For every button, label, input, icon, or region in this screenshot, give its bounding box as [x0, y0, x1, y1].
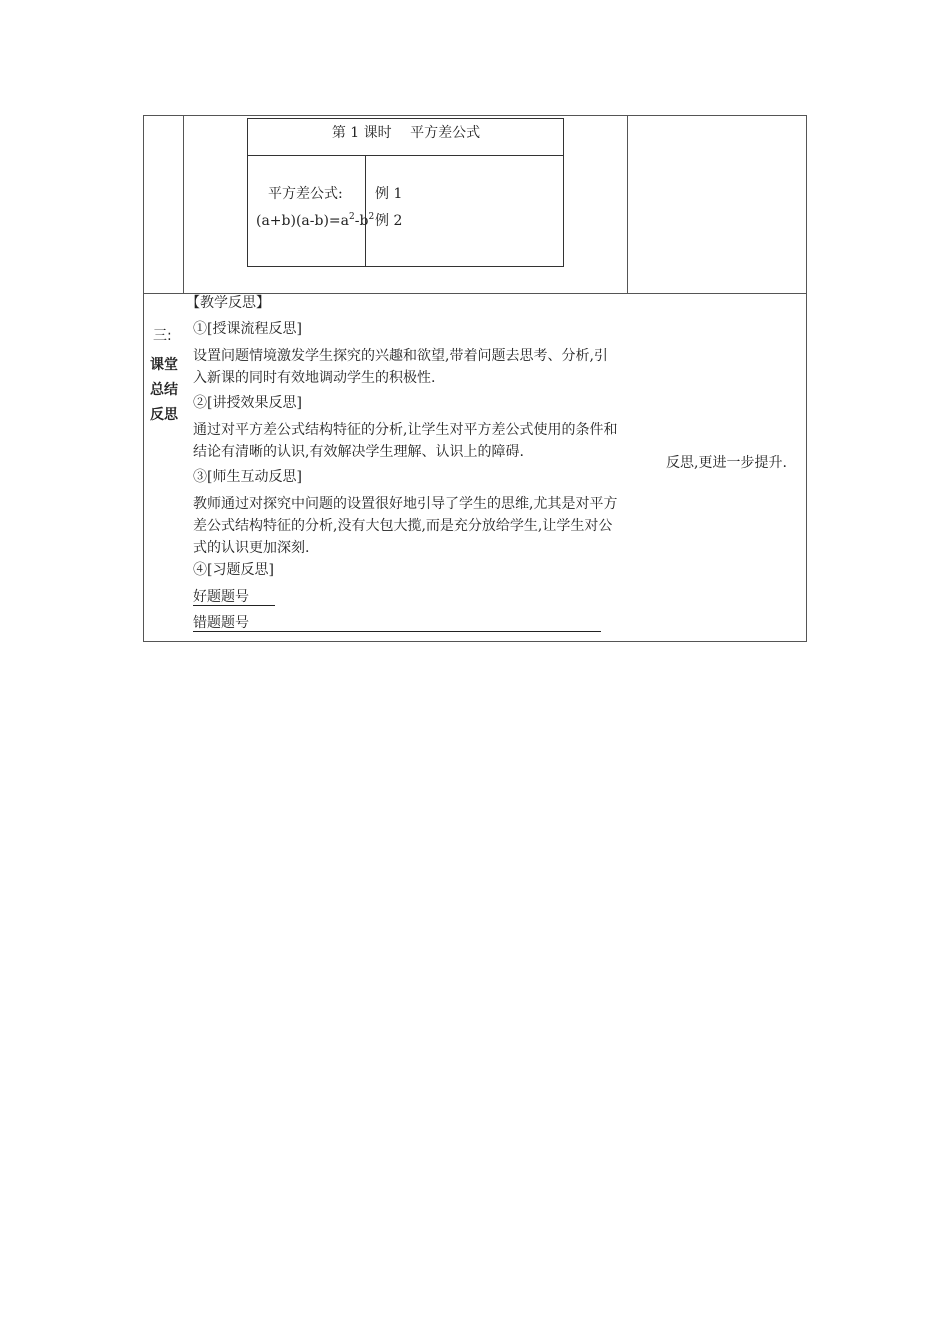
formula-exponent-b: 2	[368, 212, 375, 222]
formula-lhs: (a+b)(a-b)=a	[256, 213, 350, 229]
item4-title: ④[习题反思]	[193, 562, 274, 578]
outer-border-bottom	[143, 641, 807, 642]
section-name-line2: 总结	[150, 382, 178, 398]
row-divider	[143, 293, 807, 294]
bad-exercises-label: 错题题号	[193, 615, 249, 631]
item1-title: ①[授课流程反思]	[193, 321, 302, 337]
board-title-divider	[248, 155, 563, 156]
item3-title: ③[师生互动反思]	[193, 469, 302, 485]
good-exercises-label: 好题题号	[193, 589, 249, 605]
outer-border-top	[143, 115, 807, 116]
item1-body: 设置问题情境激发学生探究的兴趣和欲望,带着问题去思考、分析,引入新课的同时有效地调动学生的积极性.	[193, 348, 608, 386]
good-exercises-underline	[193, 605, 275, 606]
outer-border-right	[806, 115, 807, 642]
board-column-divider	[365, 155, 366, 266]
outer-border-left	[143, 115, 144, 642]
column-divider-right	[627, 115, 628, 294]
item2-title: ②[讲授效果反思]	[193, 395, 302, 411]
section-prefix: 三:	[153, 328, 172, 344]
right-note: 反思,更进一步提升.	[666, 455, 787, 471]
example-1: 例 1	[375, 186, 403, 202]
formula-label: 平方差公式:	[268, 186, 343, 202]
example-2: 例 2	[375, 213, 403, 229]
reflection-heading: 【教学反思】	[186, 295, 270, 311]
formula-exponent-a: 2	[349, 212, 355, 222]
item3-body: 教师通过对探究中问题的设置很好地引导了学生的思维,尤其是对平方差公式结构特征的分析,没有大包大揽,而是充分放给学生,让学生对公式的认识更加深刻.	[193, 496, 618, 556]
section-name-line1: 课堂	[150, 357, 178, 373]
column-divider-left	[183, 115, 184, 294]
formula-minus-b: -b	[354, 213, 369, 229]
bad-exercises-underline	[193, 631, 601, 632]
formula	[256, 214, 374, 228]
board-title: 第 1 课时 平方差公式	[331, 125, 481, 141]
item2-body: 通过对平方差公式结构特征的分析,让学生对平方差公式使用的条件和结论有清晰的认识,有效解决学生理解、认识上的障碍.	[193, 422, 618, 460]
section-name-line3: 反思	[150, 407, 178, 423]
